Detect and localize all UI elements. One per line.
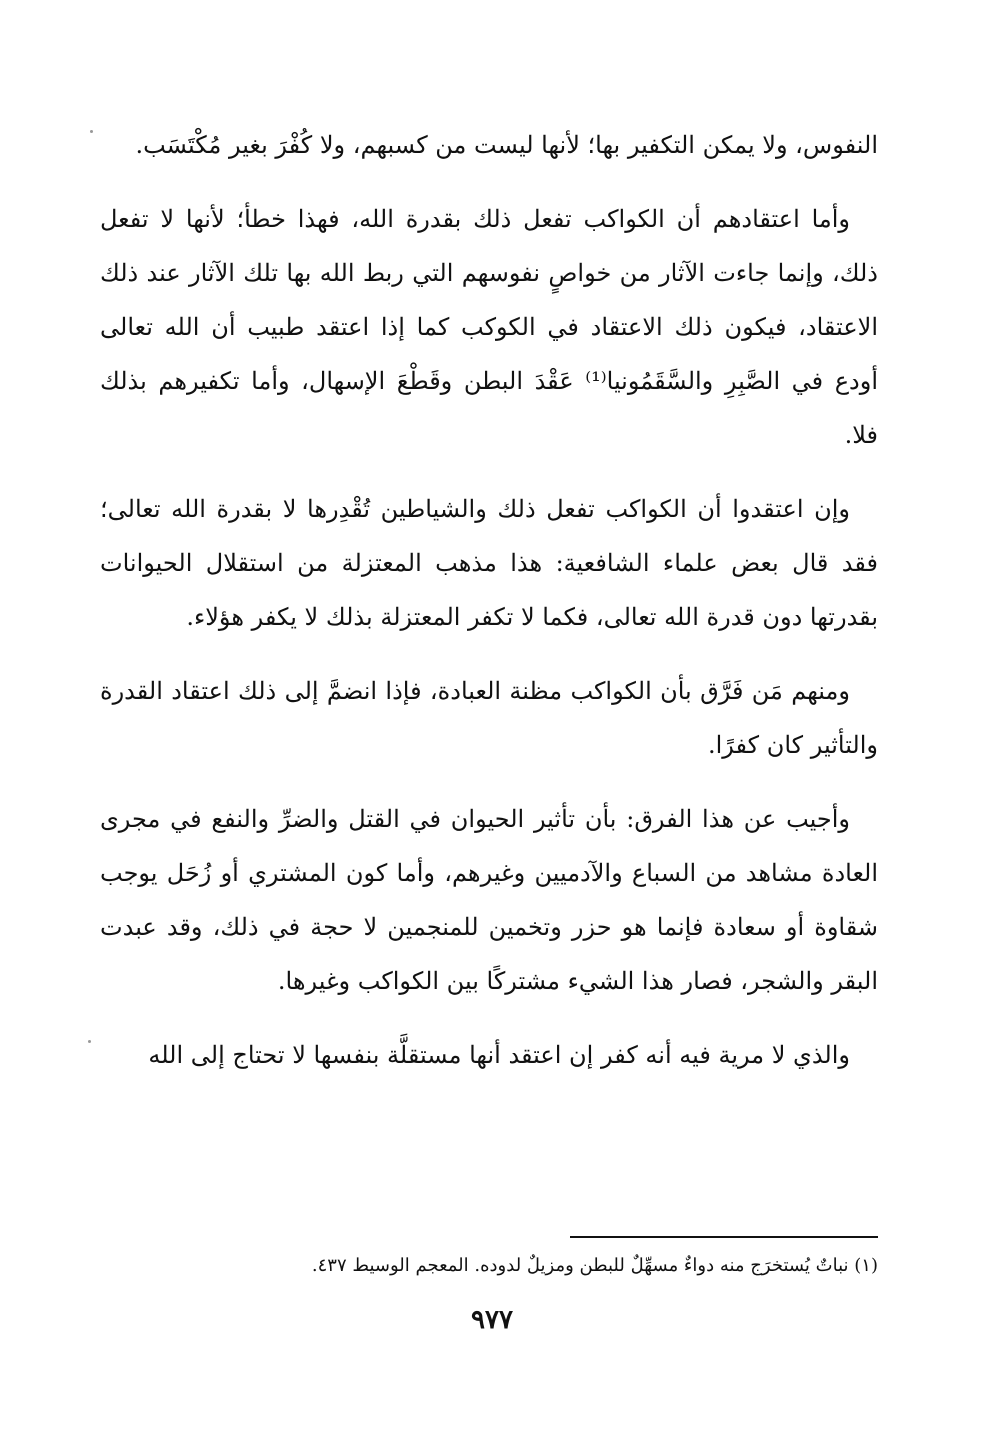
scan-speck [90, 130, 93, 133]
scan-speck [88, 1040, 91, 1043]
main-text [100, 118, 878, 1102]
page-number: ٩٧٧ [471, 1305, 513, 1335]
paragraph-1: النفوس، ولا يمكن التكفير بها؛ لأنها ليست من كسبهم، ولا كُفْرَ بغير مُكْتَسَب. [135, 131, 878, 159]
footnote-divider [570, 1236, 878, 1238]
paragraph-4: ومنهم مَن فَرَّق بأن الكواكب مظنة العبادة، فإذا انضمَّ إلى ذلك اعتقاد القدرة والتأثير كان كفرًا. [100, 677, 878, 759]
paragraph-5: وأجيب عن هذا الفرق: بأن تأثير الحيوان في القتل والضرِّ والنفع في مجرى العادة مشاهد من السباع والآدميين وغيرهم، وأما كون المشتري أو زُحَل يوجب شقاوة أو سعادة فإنما هو حزر وتخمين للمنجمين لا حجة في ذلك، وقد عبدت البقر والشجر، فصار هذا الشيء مشتركًا بين الكواكب وغيرها. [100, 805, 878, 995]
paragraph-2: وأما اعتقادهم أن الكواكب تفعل ذلك بقدرة الله، فهذا خطأ؛ لأنها لا تفعل ذلك، وإنما جاءت الآثار من خواصٍ نفوسهم التي ربط الله بها تلك الآثار عند ذلك الاعتقاد، فيكون ذلك الاعتقاد في الكوكب كما إذا اعتقد طبيب أن الله تعالى أودع في الصَّبِرِ والسَّقَمُونيا⁽¹⁾ عَقْدَ البطن وقَطْعَ الإسهال، وأما تكفيرهم بذلك فلا. [100, 205, 878, 449]
footnote: (١) نباتٌ يُستخرَج منه دواءٌ مسهِّلٌ للبطن ومزيلٌ لدوده. المعجم الوسيط ٤٣٧. [311, 1255, 878, 1276]
paragraph-3: وإن اعتقدوا أن الكواكب تفعل ذلك والشياطين تُقْدِرها لا بقدرة الله تعالى؛ فقد قال بعض علماء الشافعية: هذا مذهب المعتزلة من استقلال الحيوانات بقدرتها دون قدرة الله تعالى، فكما لا تكفر المعتزلة بذلك لا يكفر هؤلاء. [100, 495, 878, 631]
paragraph-6: والذي لا مرية فيه أنه كفر إن اعتقد أنها مستقلَّة بنفسها لا تحتاج إلى الله [148, 1041, 850, 1069]
